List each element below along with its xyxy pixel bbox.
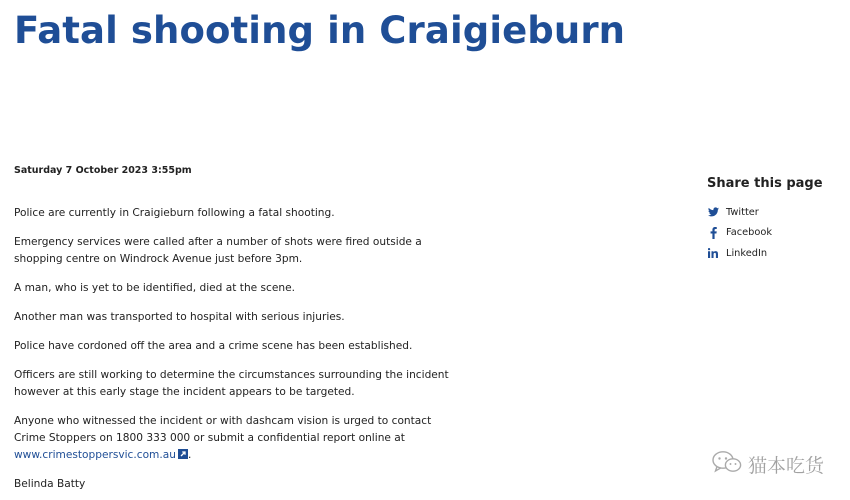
article-paragraph: Emergency services were called after a number of shots were fired outside a shopping centre on Windrock Avenue just before 3pm. xyxy=(14,236,422,265)
wechat-icon xyxy=(712,450,742,478)
watermark xyxy=(712,450,824,478)
facebook-icon xyxy=(707,227,719,239)
crime-stoppers-link-text: www.crimestoppersvic.com.au xyxy=(14,449,176,461)
external-link-icon xyxy=(178,449,188,459)
share-twitter-link[interactable] xyxy=(707,202,847,223)
linkedin-icon xyxy=(707,247,719,259)
witness-text: Anyone who witnessed the incident or with dashcam vision is urged to contact Crime Stoppers on 1800 333 000 or submit a confidential report online at xyxy=(14,415,432,444)
share-label: Facebook xyxy=(726,227,773,239)
article-paragraph: Police are currently in Craigieburn following a fatal shooting. xyxy=(14,207,335,219)
witness-trailing: . xyxy=(187,449,192,461)
twitter-icon xyxy=(707,206,719,218)
article-paragraph: A man, who is yet to be identified, died at the scene. xyxy=(14,282,296,294)
article-paragraph: Police have cordoned off the area and a crime scene has been established. xyxy=(14,340,413,352)
article-body xyxy=(14,205,454,500)
article-paragraph: Another man was transported to hospital with serious injuries. xyxy=(14,311,345,323)
share-panel xyxy=(707,174,847,264)
share-facebook-link[interactable] xyxy=(707,223,847,244)
share-label: LinkedIn xyxy=(726,247,768,259)
share-label: Twitter xyxy=(726,206,759,218)
article-author: Belinda Batty xyxy=(14,478,86,490)
share-title: Share this page xyxy=(707,176,823,191)
article-dateline: Saturday 7 October 2023 3:55pm xyxy=(14,165,192,176)
article-paragraph: Officers are still working to determine the circumstances surrounding the incident however at this early stage the incident appears to be targeted. xyxy=(14,369,449,398)
witness-paragraph xyxy=(14,413,454,464)
watermark-text: 猫本吃货 xyxy=(747,454,824,477)
share-linkedin-link[interactable] xyxy=(707,243,847,264)
page-title: Fatal shooting in Craigieburn xyxy=(14,9,626,52)
crime-stoppers-link[interactable] xyxy=(14,449,188,461)
